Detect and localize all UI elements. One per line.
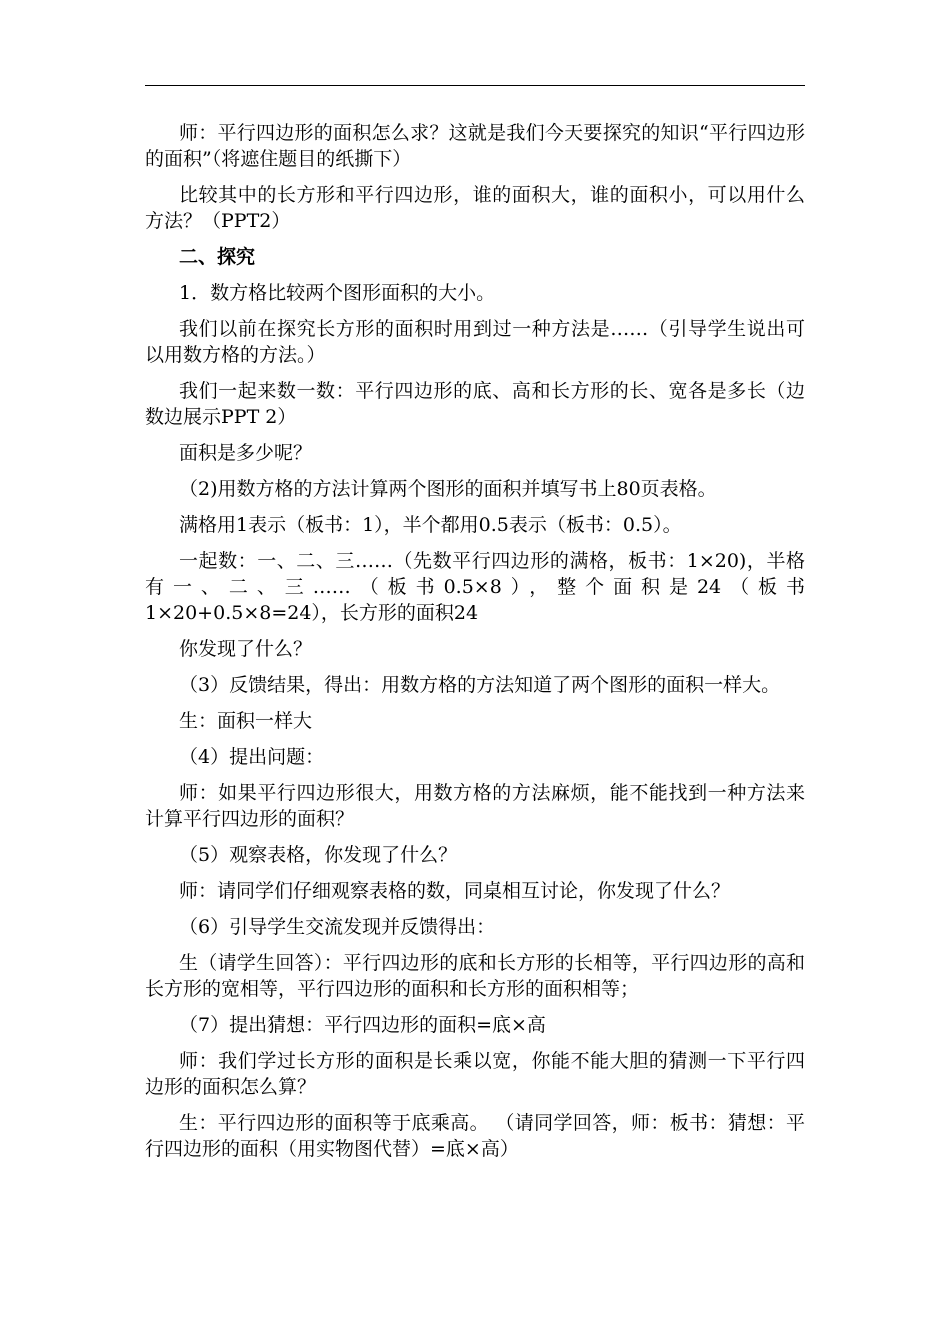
- paragraph: （7）提出猜想：平行四边形的面积=底×高: [179, 1014, 546, 1036]
- document-body: [145, 120, 805, 1172]
- paragraph: 一起数：一、二、三……（先数平行四边形的满格，板书：1×20)，半格有一、二、三……（板书0.5×8），整个面积是24（板书1×20+0.5×8=24），长方形的面积24: [145, 550, 805, 624]
- paragraph: 我们以前在探究长方形的面积时用到过一种方法是……（引导学生说出可以用数方格的方法。）: [145, 318, 805, 366]
- paragraph: 师：我们学过长方形的面积是长乘以宽，你能不能大胆的猜测一下平行四边形的面积怎么算？: [145, 1050, 805, 1098]
- paragraph: 师：平行四边形的面积怎么求？这就是我们今天要探究的知识“平行四边形的面积”（将遮住题目的纸撕下）: [145, 122, 805, 170]
- paragraph: 生（请学生回答）：平行四边形的底和长方形的长相等，平行四边形的高和长方形的宽相等，平行四边形的面积和长方形的面积相等；: [145, 952, 805, 1000]
- paragraph: 我们一起来数一数：平行四边形的底、高和长方形的长、宽各是多长（边数边展示PPT 2）: [145, 380, 805, 428]
- section-heading: 二、探究: [179, 246, 256, 268]
- paragraph: 生：面积一样大: [179, 710, 313, 732]
- paragraph: 1．数方格比较两个图形面积的大小。: [179, 282, 496, 304]
- paragraph: 面积是多少呢？: [179, 442, 313, 464]
- paragraph: （2)用数方格的方法计算两个图形的面积并填写书上80页表格。: [179, 478, 717, 500]
- paragraph: 比较其中的长方形和平行四边形，谁的面积大，谁的面积小，可以用什么方法？（PPT2）: [145, 184, 805, 232]
- paragraph: 师：如果平行四边形很大，用数方格的方法麻烦，能不能找到一种方法来计算平行四边形的面积？: [145, 782, 805, 830]
- paragraph: （4）提出问题：: [179, 746, 325, 768]
- paragraph: 生：平行四边形的面积等于底乘高。 （请同学回答，师：板书：猜想：平行四边形的面积（用实物图代替）=底×高）: [145, 1112, 805, 1160]
- paragraph: （3）反馈结果，得出：用数方格的方法知道了两个图形的面积一样大。: [179, 674, 781, 696]
- paragraph: （5）观察表格，你发现了什么？: [179, 844, 458, 866]
- paragraph: 满格用1表示（板书：1），半个都用0.5表示（板书：0.5）。: [179, 514, 682, 536]
- paragraph: 师：请同学们仔细观察表格的数，同桌相互讨论，你发现了什么？: [179, 880, 731, 902]
- paragraph: （6）引导学生交流发现并反馈得出：: [179, 916, 496, 938]
- header-rule: [145, 85, 805, 86]
- paragraph: 你发现了什么？: [179, 638, 313, 660]
